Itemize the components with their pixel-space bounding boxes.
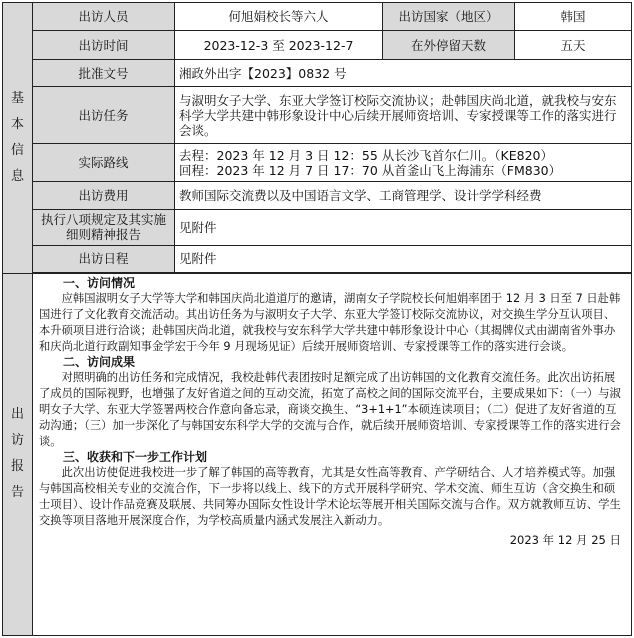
stay-days-label: 在外停留天数 (383, 31, 515, 59)
visit-cost-label: 出访费用 (33, 182, 175, 209)
visit-time-label: 出访时间 (33, 31, 175, 59)
basic-info-label-text: 基本信息 (10, 90, 24, 184)
visit-cost-value: 教师国际交流费以及中国语言文学、工商管理学、设计学学科经费 (175, 182, 632, 209)
section-1-text: 应韩国淑明女子大学等大学和韩国庆尚北道道厅的邀请，湖南女子学院校长何旭娟率团于 12 月 3 日至 7 日赴韩国进行了文化教育交流活动。其出访任务为与淑明女子大学、东亚大学签订校际交流协议，对交换生学分互认项目、本升硕项目进行洽谈；赴韩国庆尚北道，就我校与安东科学大学共建中韩形象设计中心（其揭牌仪式由湖南省外事办和庆尚北道行政副知事金学宏于今年 9 月现场见证）后续开展师资培训、专家授课等工作的落实进行会谈。 (39, 291, 621, 353)
report-date: 2023 年 12 月 25 日 (509, 532, 621, 547)
route-value (175, 144, 632, 182)
eight-rules-label: 执行八项规定及其实施细则精神报告 (33, 209, 175, 246)
personnel-label: 出访人员 (33, 3, 175, 31)
report-side-label (3, 273, 33, 635)
section-2-text: 对照明确的出访任务和完成情况，我校赴韩代表团按时足额完成了出访韩国的文化教育交流任务。此次出访拓展了成员的国际视野，也增强了友好省道之间的互动交流，拓宽了高校之间的国际交流平台，主要成果如下：（一）与淑明女子大学、东亚大学签署两校合作意向备忘录，商谈交换生、“3+1+1”本硕连读项目；（二）促进了友好省道的互动沟通；（三）加一步深化了与韩国安东科学大学的交流与合作，就后续开展师资培训、专家授课等工作的落实进行会谈。 (39, 370, 621, 448)
visit-task-label: 出访任务 (33, 87, 175, 144)
approval-number-label: 批准文号 (33, 59, 175, 86)
visit-task-value: 与淑明女子大学、东亚大学签订校际交流协议；赴韩国庆尚北道，就我校与安东科学大学共建中韩形象设计中心后续开展师资培训、专家授课等工作的落实进行会谈。 (175, 87, 632, 144)
country-label: 出访国家（地区） (383, 3, 515, 31)
schedule-label: 出访日程 (33, 246, 175, 272)
visit-time-value: 2023-12-3 至 2023-12-7 (175, 31, 383, 59)
section-3-title: 三、收获和下一步工作计划 (63, 449, 208, 464)
country-value: 韩国 (515, 3, 632, 31)
section-3-text: 此次出访使促进我校进一步了解了韩国的高等教育，尤其是女性高等教育、产学研结合、人才培养模式等。加强与韩国高校相关专业的交流合作，下一步将以线上、线下的方式开展科学研究、学术交流、师生互访（含交换生和硕士项目）、设计作品竞赛及联展、共同筹办国际女性设计学术论坛等展开相关国际交流与合作。双方就教师互访、学生交换等项目落地开展深度合作，为学校高质量内涵式发展注入新动力。 (39, 465, 621, 527)
stay-days-value: 五天 (515, 31, 632, 59)
schedule-value: 见附件 (175, 246, 632, 272)
route-return: 回程：2023 年 12 月 7 日 17：70 从首釜山飞上海浦东（FM830） (179, 162, 562, 178)
route-label: 实际路线 (33, 144, 175, 182)
report-body (33, 273, 632, 635)
personnel-value: 何旭娟校长等六人 (175, 3, 383, 31)
section-2-title: 二、访问成果 (63, 354, 136, 369)
visit-report-form (2, 2, 632, 636)
basic-info-side-label (3, 3, 33, 274)
eight-rules-value: 见附件 (175, 209, 632, 246)
section-1-title: 一、访问情况 (63, 275, 136, 290)
route-outbound: 去程：2023 年 12 月 3 日 12：55 从长沙飞首尔仁川。（KE820） (179, 147, 553, 163)
approval-number-value: 湘政外出字【2023】0832 号 (175, 59, 632, 86)
report-label-text: 出访报告 (10, 407, 24, 501)
